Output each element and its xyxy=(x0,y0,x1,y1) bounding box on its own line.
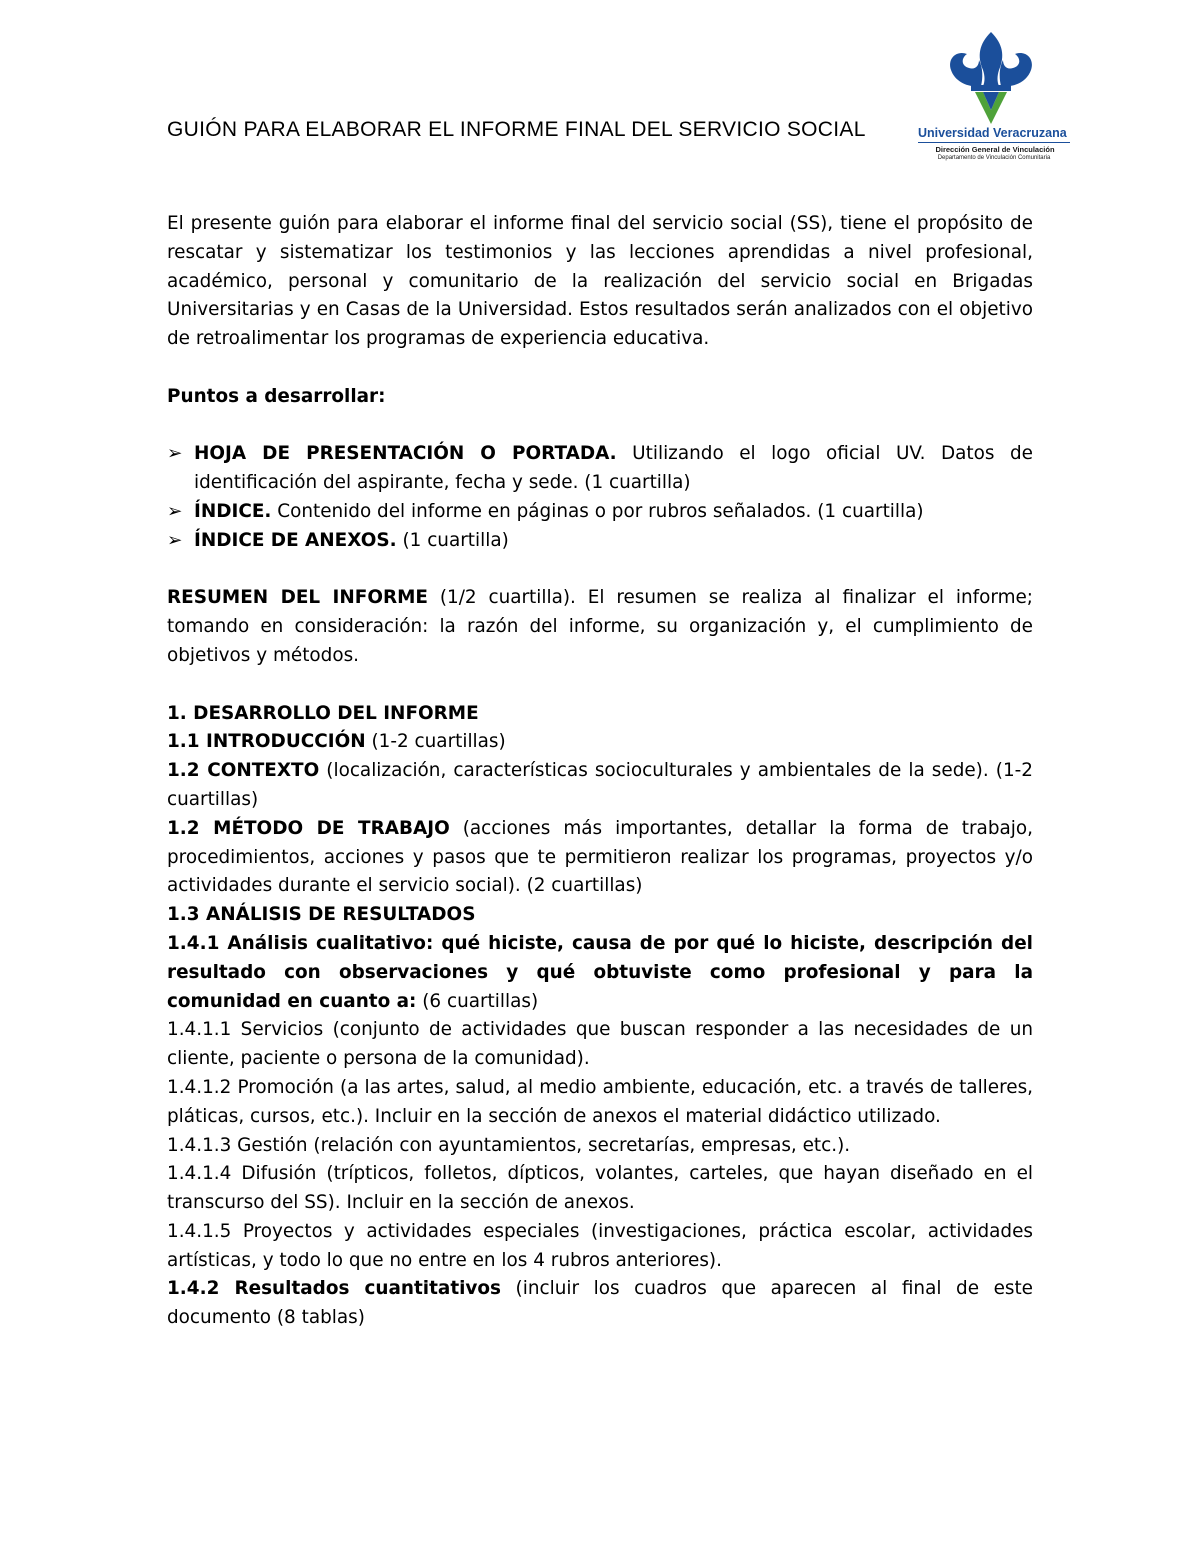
section-cuantitativos: 1.4.2 Resultados cuantitativos (incluir los cuadros que aparecen al final de este documento (8 tablas) xyxy=(167,1278,1033,1329)
resumen-paragraph: RESUMEN DEL INFORME (1/2 cuartilla). El resumen se realiza al finalizar el informe; tomando en consideración: la razón del informe, su organización y, el cumplimiento de objetivos y métodos. xyxy=(167,587,1033,666)
arrow-bullet-icon: ➢ xyxy=(167,500,183,522)
logo-divider xyxy=(918,142,1070,143)
section-desarrollo: 1. DESARROLLO DEL INFORME xyxy=(167,702,479,724)
points-heading: Puntos a desarrollar: xyxy=(167,385,386,407)
logo-department-line-2: Departamento de Vinculación Comunitaria xyxy=(937,155,1051,161)
document-body xyxy=(167,210,1033,1333)
arrow-bullet-icon: ➢ xyxy=(167,443,183,465)
arrow-bullet-icon: ➢ xyxy=(167,529,183,551)
points-list xyxy=(167,440,1033,555)
section-introduccion: 1.1 INTRODUCCIÓN (1-2 cuartillas) xyxy=(167,731,506,753)
section-promocion: 1.4.1.2 Promoción (a las artes, salud, al medio ambiente, educación, etc. a través de talleres, pláticas, cursos, etc.). Incluir en la sección de anexos el material didáctico utilizado. xyxy=(167,1076,1033,1127)
list-item: ➢ HOJA DE PRESENTACIÓN O PORTADA. Utilizando el logo oficial UV. Datos de identificación del aspirante, fecha y sede. (1 cuartilla) xyxy=(167,440,1033,498)
page-title: GUIÓN PARA ELABORAR EL INFORME FINAL DEL SERVICIO SOCIAL xyxy=(167,118,866,141)
list-item: ➢ ÍNDICE DE ANEXOS. (1 cuartilla) xyxy=(167,527,1033,556)
section-contexto: 1.2 CONTEXTO (localización, características socioculturales y ambientales de la sede). (1-2 cuartillas) xyxy=(167,760,1033,810)
section-gestion: 1.4.1.3 Gestión (relación con ayuntamientos, secretarías, empresas, etc.). xyxy=(167,1134,851,1156)
section-difusion: 1.4.1.4 Difusión (trípticos, folletos, dípticos, volantes, carteles, que hayan diseñado en el transcurso del SS). Incluir en la sección de anexos. xyxy=(167,1163,1033,1214)
university-logo xyxy=(915,30,1070,170)
list-item: ➢ ÍNDICE. Contenido del informe en páginas o por rubros señalados. (1 cuartilla) xyxy=(167,498,1033,527)
fleur-de-lis-icon xyxy=(945,30,1037,126)
section-proyectos: 1.4.1.5 Proyectos y actividades especiales (investigaciones, práctica escolar, actividades artísticas, y todo lo que no entre en los 4 rubros anteriores). xyxy=(167,1220,1033,1271)
intro-paragraph: El presente guión para elaborar el informe final del servicio social (SS), tiene el propósito de rescatar y sistematizar los testimonios y las lecciones aprendidas a nivel profesional, académico, personal y comunitario de la realización del servicio social en Brigadas Universitarias y en Casas de la Universidad. Estos resultados serán analizados con el objetivo de retroalimentar los programas de experiencia educativa. xyxy=(167,213,1033,350)
logo-university-name: Universidad Veracruzana xyxy=(918,126,1067,140)
section-cualitativo: 1.4.1 Análisis cualitativo: qué hiciste, causa de por qué lo hiciste, descripción del resultado con observaciones y qué obtuviste como profesional y para la comunidad en cuanto a: (6 cuartillas) xyxy=(167,932,1033,1012)
section-servicios: 1.4.1.1 Servicios (conjunto de actividades que buscan responder a las necesidades de un cliente, paciente o persona de la comunidad). xyxy=(167,1019,1033,1070)
logo-department-line-1: Dirección General de Vinculación xyxy=(935,145,1055,154)
section-analisis: 1.3 ANÁLISIS DE RESULTADOS xyxy=(167,904,476,926)
section-metodo: 1.2 MÉTODO DE TRABAJO (acciones más importantes, detallar la forma de trabajo, procedimientos, acciones y pasos que te permitieron realizar los programas, proyectos y/o actividades durante el servicio social). (2 cuartillas) xyxy=(167,817,1033,897)
